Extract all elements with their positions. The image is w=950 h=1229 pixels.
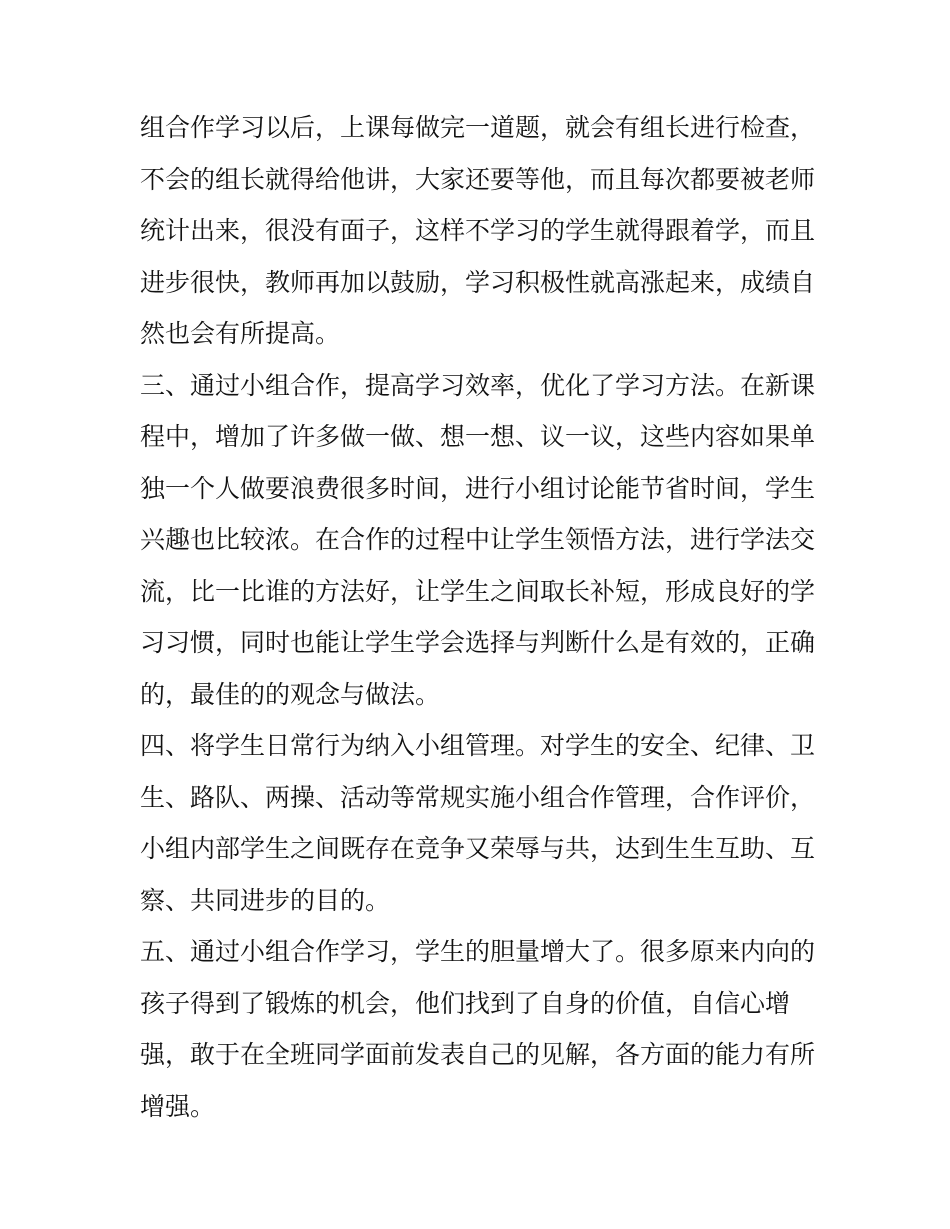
text-line: 生、路队、两操、活动等常规实施小组合作管理，合作评价， — [140, 782, 816, 812]
text-line: 习习惯，同时也能让学生学会选择与判断什么是有效的，正确 — [140, 628, 816, 657]
text-line: 强，敢于在全班同学面前发表自己的见解，各方面的能力有所 — [140, 1040, 816, 1069]
text-line: 不会的组长就得给他讲，大家还要等他，而且每次都要被老师 — [140, 164, 816, 194]
text-line: 兴趣也比较浓。在合作的过程中让学生领悟方法，进行学法交 — [140, 525, 816, 554]
text-line: 进步很快，教师再加以鼓励，学习积极性就高涨起来，成绩自 — [140, 267, 816, 297]
body-text — [140, 102, 820, 1132]
text-line: 的，最佳的的观念与做法。 — [140, 679, 441, 709]
text-line: 然也会有所提高。 — [140, 319, 341, 348]
text-line: 孩子得到了锻炼的机会，他们找到了自身的价值，自信心增 — [140, 988, 791, 1018]
text-line: 组合作学习以后，上课每做完一道题，就会有组长进行检查， — [140, 113, 816, 142]
text-line: 小组内部学生之间既存在竞争又荣辱与共，达到生生互助、互 — [140, 834, 816, 863]
text-line: 五、通过小组合作学习，学生的胆量增大了。很多原来内向的 — [140, 937, 816, 966]
text-line: 增强。 — [140, 1091, 216, 1121]
text-line: 程中，增加了许多做一做、想一想、议一议，这些内容如果单 — [140, 422, 816, 451]
text-line: 四、将学生日常行为纳入小组管理。对学生的安全、纪律、卫 — [140, 731, 816, 760]
text-line: 独一个人做要浪费很多时间，进行小组讨论能节省时间，学生 — [140, 473, 816, 503]
text-line: 三、通过小组合作，提高学习效率，优化了学习方法。在新课 — [140, 370, 816, 400]
text-line: 统计出来，很没有面子，这样不学习的学生就得跟着学，而且 — [140, 216, 816, 245]
text-line: 流，比一比谁的方法好，让学生之间取长补短，形成良好的学 — [140, 576, 816, 606]
text-line: 察、共同进步的目的。 — [140, 885, 391, 915]
